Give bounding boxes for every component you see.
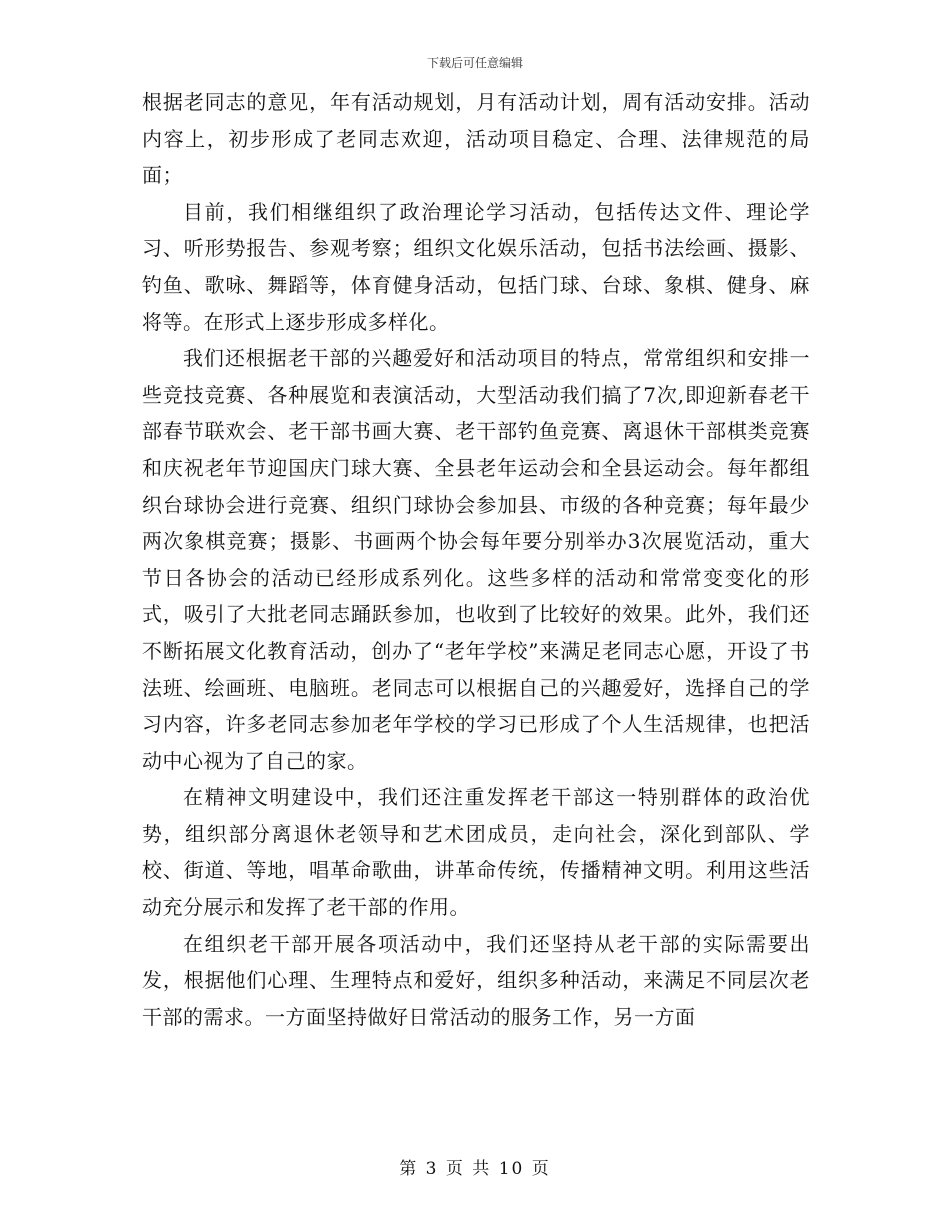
page-header: 下载后可任意编辑: [426, 56, 523, 70]
page-footer: 第 3 页 共 10 页: [399, 1159, 551, 1179]
paragraph-1: 根据老同志的意见，年有活动规划，月有活动计划，周有活动安排。活动内容上，初步形成了老同志欢迎，活动项目稳定、合理、法律规范的局面；: [142, 90, 810, 188]
paragraph-3: 我们还根据老干部的兴趣爱好和活动项目的特点，常常组织和安排一些竞技竞赛、各种展览和表演活动，大型活动我们搞了7次,即迎新春老干部春节联欢会、老干部书画大赛、老干部钓鱼竞赛、离退休干部棋类竞赛和庆祝老年节迎国庆门球大赛、全县老年运动会和全县运动会。每年都组织台球协会进行竞赛、组织门球协会参加县、市级的各种竞赛；每年最少两次象棋竞赛；摄影、书画两个协会每年要分别举办3次展览活动，重大节日各协会的活动已经形成系列化。这些多样的活动和常常变变化的形式，吸引了大批老同志踊跃参加，也收到了比较好的效果。此外，我们还不断拓展文化教育活动，创办了“老年学校”来满足老同志心愿，开设了书法班、绘画班、电脑班。老同志可以根据自己的兴趣爱好，选择自己的学习内容，许多老同志参加老年学校的学习已形成了个人生活规律，也把活动中心视为了自己的家。: [142, 346, 810, 773]
paragraph-4: 在精神文明建设中，我们还注重发挥老干部这一特别群体的政治优势，组织部分离退休老领导和艺术团成员，走向社会，深化到部队、学校、街道、等地，唱革命歌曲，讲革命传统，传播精神文明。利用这些活动充分展示和发挥了老干部的作用。: [142, 785, 810, 920]
paragraph-5: 在组织老干部开展各项活动中，我们还坚持从老干部的实际需要出发，根据他们心理、生理特点和爱好，组织多种活动，来满足不同层次老干部的需求。一方面坚持做好日常活动的服务工作，另一方面: [142, 931, 810, 1029]
document-body: [142, 84, 810, 1035]
paragraph-2: 目前，我们相继组织了政治理论学习活动，包括传达文件、理论学习、听形势报告、参观考察；组织文化娱乐活动，包括书法绘画、摄影、钓鱼、歌咏、舞蹈等，体育健身活动，包括门球、台球、象棋、健身、麻将等。在形式上逐步形成多样化。: [142, 199, 810, 334]
